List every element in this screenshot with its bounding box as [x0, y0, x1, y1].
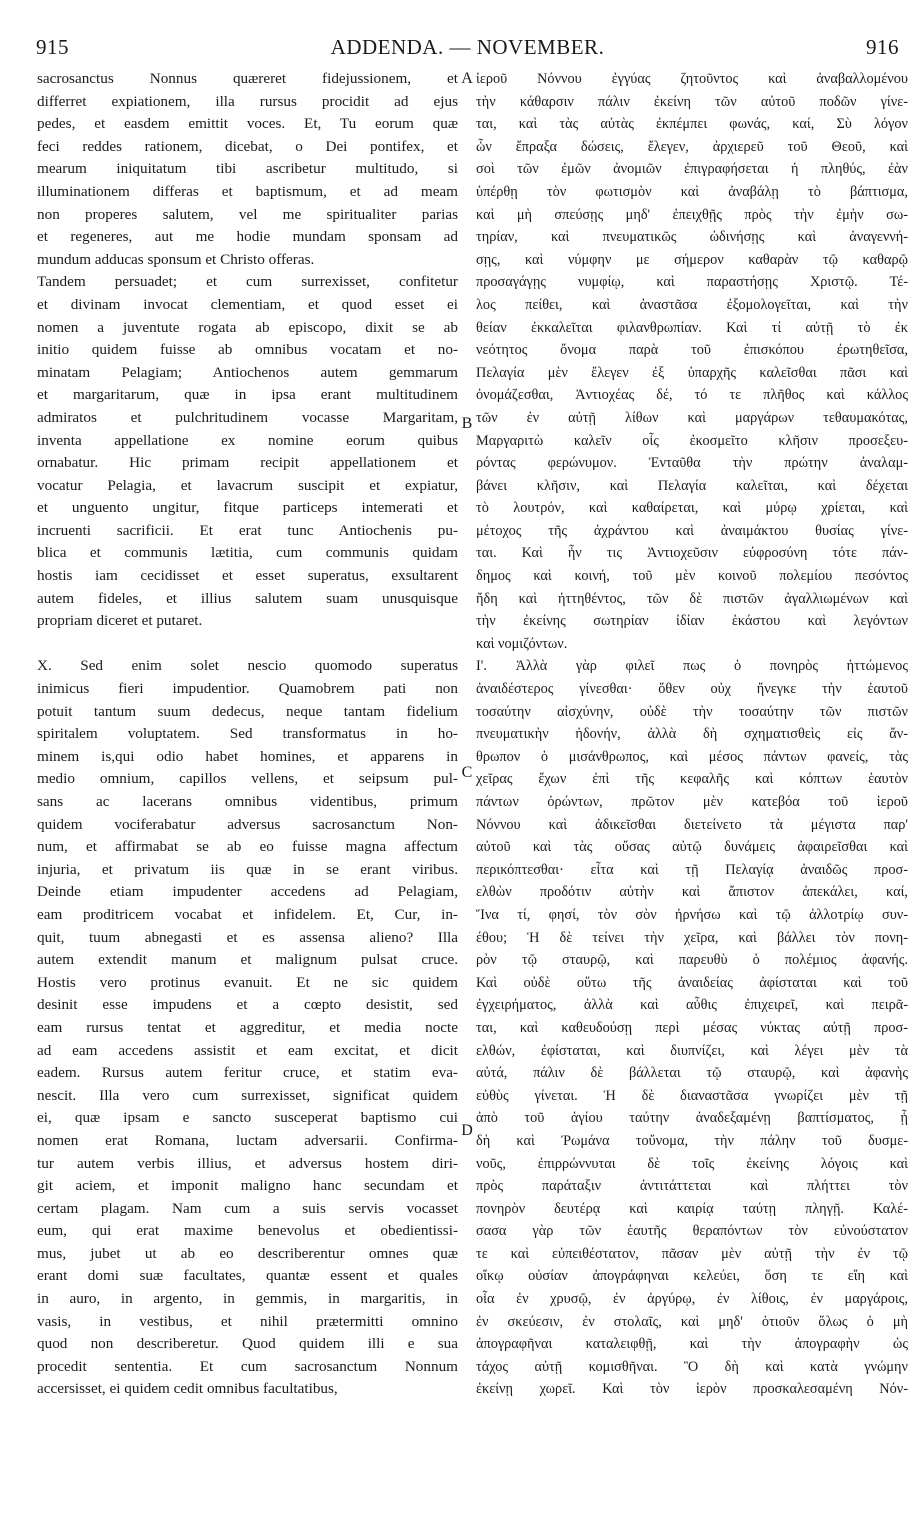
- text-line: [37, 633, 458, 656]
- text-line: spiritalem voluptatem. Sed transformatus in ho-: [37, 725, 458, 743]
- text-line: non properes salutem, vel me spiritualiter parias: [37, 205, 458, 223]
- text-line: ελθών, ἐφίσταται, καὶ διυπνίζει, καὶ λέγει μὲν τὰ: [476, 1042, 908, 1059]
- text-line: minem is,qui odio habet homines, et apparens in: [37, 747, 458, 765]
- text-line: admiratos et pulchritudinem vocasse Margaritam,: [37, 408, 458, 426]
- text-line: ornabatur. Hic primam recipit appellationem et: [37, 454, 458, 472]
- text-line: initio quidem fuisse ab omnibus vocatam et no-: [37, 341, 458, 359]
- text-line: σοὶ τῶν ἐμῶν ἀνομιῶν ἐπιγραφήσεται ἡ πληθύς, ἐὰν: [476, 161, 908, 178]
- text-line: vasis, in vestibus, et nihil prætermitti omnino: [37, 1312, 458, 1330]
- text-line: πνευματικὴν ἡδονήν, ἀλλὰ δὴ σχηματισθεὶς εἰς ἄν-: [476, 726, 908, 743]
- text-line: βάνει κλῆσιν, καὶ Πελαγία καλεῖται, καὶ δέχεται: [476, 477, 908, 494]
- margin-marker-d: D: [461, 1122, 473, 1139]
- text-line: certam plagam. Nam cum a suis servis vocasset: [37, 1199, 458, 1217]
- text-line: autem fideles, et illius salutem suam unusquisque: [37, 589, 458, 607]
- page-number-right: 916: [866, 35, 899, 59]
- margin-marker-a: A: [461, 70, 473, 87]
- text-line: ὑπέρθῃ τὸν φωτισμὸν καὶ ἀναβάλῃ τὸ βάπτισμα,: [476, 183, 908, 200]
- text-line: τῶν ἐν αὐτῇ λίθων καὶ μαργάρων τεθαυμακότας,: [476, 409, 908, 426]
- text-line: blica et communis lætitia, cum communis quidam: [37, 544, 458, 562]
- text-line: ἀπογραφῆναι καταλειφθῇ, καὶ τὴν ἀπογραφὴν ὡς: [476, 1336, 908, 1353]
- latin-column: [37, 68, 458, 1401]
- text-line: procedit sententia. Et cum sacrosanctum Nonnum: [37, 1357, 458, 1375]
- text-line: tur autem verbis illius, et adversus hostem diri-: [37, 1154, 458, 1172]
- text-line: mus, jubet ut ab eo describerentur omnes quæ: [37, 1244, 458, 1262]
- text-line: inimicus fieri impudentior. Quamobrem pati non: [37, 680, 458, 698]
- text-line: et unguento ungitur, fitque particeps intemerati et: [37, 499, 458, 517]
- text-line: Μαργαριτὼ καλεῖν οἷς ἐκοσμεῖτο κλῆσιν προσεξευ-: [476, 432, 908, 449]
- text-line: δημος καὶ κοινή, τοῦ μὲν κοινοῦ πολεμίου πεσόντος: [476, 568, 908, 585]
- text-line: incruenti sacrificii. Et erat tunc Antiochenis pu-: [37, 521, 458, 539]
- text-line: ἐν σκεύεσιν, ἐν στολαῖς, καὶ μηδ' ὁτιοῦν ὅλως ὁ μὴ: [476, 1313, 908, 1330]
- text-line: X. Sed enim solet nescio quomodo superatus: [37, 657, 458, 675]
- text-line: eum, qui erat maxime benevolus et obedientissi-: [37, 1222, 458, 1240]
- text-line: illuminationem differas et baptismum, et ad meam: [37, 182, 458, 200]
- text-line: num, et affirmabat se ab eo fuisse magna affectum: [37, 838, 458, 856]
- text-line: vocatur Pelagia, et lavacrum suscipit et expiatur,: [37, 476, 458, 494]
- text-line: προσαγάγῃς νυμφίῳ, καὶ παραστήσῃς Χριστῷ. Τέ-: [476, 274, 908, 291]
- text-line: αὐτά, πάλιν δὲ βάλλεται τῷ σταυρῷ, καὶ ἀφανὴς: [476, 1065, 908, 1082]
- text-line: ἱεροῦ Νόννου ἐγγύας ζητοῦντος καὶ ἀναβαλλομένου: [476, 71, 908, 87]
- text-line: nomen a juventute rogata ab episcopo, dixit se ab: [37, 318, 458, 336]
- text-line: quit, tuum abnegasti et es assensa alieno? Illa: [37, 928, 458, 946]
- running-title: ADDENDA. — NOVEMBER.: [330, 35, 605, 59]
- text-line: eam rursus tentat et aggreditur, et media nocte: [37, 1018, 458, 1036]
- text-line: τάχος αὐτῇ κομισθῆναι. Ὃ δὴ καὶ κατὰ γνώμην: [476, 1358, 908, 1375]
- text-line: Πελαγία μὲν ἔλεγεν ἐξ ὑπαρχῆς καλεῖσθαι πᾶσι καὶ: [476, 364, 908, 381]
- text-line: ρὸν τῷ σταυρῷ, καὶ παρευθὺ ὁ πολέμιος ἀφανής.: [476, 952, 908, 969]
- text-line: ται, καὶ τὰς αὐτὰς ἐκπέμπει φωνάς, καί, Σὺ λόγον: [476, 116, 908, 133]
- text-line: σασα γὰρ τῶν ἑαυτῆς θεραπόντων τὸν εὐνούστατον: [476, 1223, 908, 1240]
- text-line: τὴν ἐκείνης σωτηρίαν ἰδίαν ἑκάστου καὶ λεγόντων: [476, 613, 908, 630]
- text-line: τὴν κάθαρσιν πάλιν ἐκείνη τῶν αὐτοῦ ποδῶν γίνε-: [476, 93, 908, 110]
- text-line: mundum adducas sponsum et Christo offeras.: [37, 250, 315, 268]
- text-line: Νόννου καὶ ἀδικεῖσθαι διετείνετο τὰ μέγιστα παρ': [476, 816, 908, 833]
- text-line: ται, καὶ καθευδούσῃ περὶ μέσας νύκτας αὐτῇ προσ-: [476, 1019, 908, 1036]
- text-line: et regeneres, aut me hodie mundam sponsam ad: [37, 228, 458, 246]
- text-line: et margaritarum, quæ in ipsa erant multitudinem: [37, 386, 458, 404]
- text-line: ελθὼν προδότιν αὐτὴν καὶ ἄπιστον ἀπεκάλει, καί,: [476, 884, 908, 901]
- text-line: nescit. Illa vero cum surrexisset, significat quidem: [37, 1086, 458, 1104]
- text-line: ὧν ἔπραξα δώσεις, ἔλεγεν, ἀρχιερεῦ τοῦ Θεοῦ, καὶ: [476, 138, 908, 155]
- text-line: ad eam accedens assistit et eam excitat, et dicit: [37, 1041, 458, 1059]
- text-line: λος πείθει, καὶ ἀναστᾶσα ἐξομολογεῖται, καὶ τὴν: [476, 296, 908, 313]
- text-line: eam proditricem vocabat et infidelem. Et, Cur, in-: [37, 905, 458, 923]
- text-line: πονηρὸν δευτέρᾳ καὶ καιρίᾳ ταύτῃ πληγῇ. Καλέ-: [476, 1200, 908, 1217]
- text-line: feci reddes rationem, dicebat, o Dei pontifex, et: [37, 137, 458, 155]
- text-line: οἷα ἐν χρυσῷ, ἐν ἀργύρῳ, ἐν λίθοις, ἐν μαργάροις,: [476, 1291, 908, 1308]
- text-line: pedes, et easdem emittit voces. Et, Tu eorum quæ: [37, 115, 458, 133]
- text-line: git aciem, et imponit maligno hanc secundam et: [37, 1177, 458, 1195]
- text-line: autem extendit manum et malignum pulsat cruce.: [37, 951, 458, 969]
- text-line: Hostis vero protinus evanuit. Et ne sic quidem: [37, 973, 458, 991]
- text-line: ὀνομάζεσθαι, Ἀντιοχέας δέ, τό τε πλῆθος καὶ κάλλος: [476, 387, 908, 404]
- text-line: Deinde etiam impudenter accedens ad Pelagiam,: [37, 883, 458, 901]
- text-line: ρόντας φερώνυμον. Ἐνταῦθα τὴν πρώτην ἀναλαμ-: [476, 455, 908, 472]
- text-line: έθου; Ἡ δὲ τείνει τὴν χεῖρα, καὶ βάλλει τὸν πονη-: [476, 929, 908, 946]
- running-header: [36, 32, 899, 62]
- text-line: θρωπον ὁ μισάνθρωπος, καὶ μέσος πάντων φανείς, τὰς: [476, 748, 908, 765]
- text-line: ἀναιδέστερος γίνεσθαι· ὅθεν οὐχ ἤνεγκε τὴν ἑαυτοῦ: [476, 681, 908, 698]
- text-line: desinit esse impudens et a cœpto desistit, sed: [37, 996, 458, 1014]
- text-line: σῃς, καὶ νύμφην με σήμερον καθαρὰν τῷ καθαρῷ: [476, 251, 908, 268]
- text-line: ei, quæ ipsam e sancto susceperat baptismo cui: [37, 1109, 458, 1127]
- text-line: ἐκείνῃ χωρεῖ. Καὶ τὸν ἱερὸν προσκαλεσαμένη Νόν-: [476, 1381, 908, 1398]
- text-line: accersisset, ei quidem cedit omnibus facultatibus,: [37, 1380, 338, 1398]
- text-line: sans ac lacerans omnibus videntibus, primum: [37, 793, 458, 810]
- margin-marker-b: B: [461, 415, 473, 432]
- text-line: νεότητος ὄνομα παρὰ τοῦ ἐπισκόπου ἐρωτηθεῖσα,: [476, 342, 908, 359]
- text-line: νοῦς, ἐπιρρώννυται δὲ τοῖς ἐκείνης λόγοις καὶ: [476, 1155, 908, 1172]
- text-line: θείαν ἐκκαλεῖται φιλανθρωπίαν. Καὶ τί αὐτῇ τὸ ἐκ: [476, 319, 908, 336]
- text-line: eadem. Rursus autem feritur cruce, et statim eva-: [37, 1064, 458, 1082]
- text-line: τὸ λουτρόν, καὶ καθαίρεται, καὶ μύρῳ χρίεται, καὶ: [476, 500, 908, 517]
- text-line: τε καὶ εὐπειθέστατον, πᾶσαν μὲν αὐτῇ τὴν ἐν τῷ: [476, 1245, 908, 1262]
- text-line: αὐτοῦ καὶ τὰς οὔσας αὐτῷ δυνάμεις ἀφαιρεῖσθαι καὶ: [476, 839, 908, 856]
- text-line: ἐγχειρήματος, ἀλλὰ καὶ αὖθις ἐπιχειρεῖ, καὶ πειρᾶ-: [476, 997, 908, 1014]
- text-line: nomen erat Romana, luctam adversarii. Confirma-: [37, 1131, 458, 1149]
- text-line: Tandem persuadet; et cum surrexisset, confitetur: [37, 273, 458, 291]
- text-line: πρὸς παράταξιν ἀντιτάττεται καὶ πλήττει τὸν: [476, 1178, 908, 1195]
- text-line: χεῖρας ἔχων ἐπὶ τῆς κεφαλῆς καὶ κόπτων ἑαυτὸν: [476, 771, 908, 788]
- text-line: τοσαύτην αἰσχύνην, οὐδὲ τὴν τοσαύτην τῶν πιστῶν: [476, 703, 908, 720]
- text-line: potuit tantum suum dedecus, neque tantam fidelium: [37, 702, 458, 720]
- text-line: medio omnium, capillos vellens, et seipsum pul-: [37, 770, 458, 788]
- greek-column: [476, 68, 908, 1401]
- text-line: καὶ μὴ σπεύσῃς μηδ' ἐπειχθῇς πρὸς τὴν ἐμὴν σω-: [476, 206, 908, 223]
- text-line: Ι'. Ἀλλὰ γὰρ φιλεῖ πως ὁ πονηρὸς ἡττώμενος: [476, 658, 908, 675]
- text-line: quod non describeretur. Quod quidem illi e sua: [37, 1335, 458, 1353]
- page-number-left: 915: [36, 35, 69, 59]
- text-line: πάντων ὁρώντων, πρῶτον μὲν κατεβόα τοῦ ἱεροῦ: [476, 794, 908, 810]
- margin-marker-c: C: [461, 764, 473, 781]
- text-line: hostis iam cecidisset et esset superatus, exsultarent: [37, 567, 458, 585]
- text-line: injuria, et privatum iis quæ in se erant viribus.: [37, 860, 458, 878]
- text-line: ἀπὸ τοῦ ἁγίου ταύτην ἀναδεξαμένῃ βαπτίσματος, ᾗ: [476, 1110, 908, 1127]
- text-line: propriam diceret et putaret.: [37, 612, 203, 630]
- text-line: τηρίαν, καὶ πνευματικῶς ὠδινήσῃς καὶ ἀναγεννή-: [476, 229, 908, 246]
- text-line: mearum iniquitatum tibi ascribetur multitudo, si: [37, 160, 458, 178]
- text-line: εὐθὺς γίνεται. Ἡ δὲ διαναστᾶσα γνωρίζει μὲν τῇ: [476, 1087, 908, 1104]
- text-line: δὴ καὶ Ῥωμάνα τοὔνομα, τὴν πάλην τοῦ δυσμε-: [476, 1132, 908, 1149]
- text-line: Ἵνα τί, φησί, τὸν σὸν ἠρνήσω καὶ τῷ ἀλλοτρίῳ συν-: [476, 906, 908, 923]
- text-line: minatam Pelagiam; Antiochenos autem gemmarum: [37, 363, 458, 381]
- text-line: et divinam invocat clementiam, et quod esset ei: [37, 295, 458, 313]
- text-line: ἤδη καὶ ἡττηθέντος, τῶν δὲ πιστῶν ἀγαλλιωμένων καὶ: [476, 590, 908, 607]
- text-line: differret expiationem, illa rursus procidit ad ejus: [37, 92, 458, 110]
- text-line: Καὶ οὐδὲ οὕτω τῆς ἀναιδείας ἀφίσταται καὶ τοῦ: [476, 974, 908, 991]
- text-line: inventa appellatione ex nomine eorum quibus: [37, 431, 458, 449]
- text-line: in auro, in argento, in gemmis, in margaritis, in: [37, 1290, 458, 1308]
- text-line: sacrosanctus Nonnus quæreret fidejussionem, et: [37, 70, 458, 87]
- text-line: καὶ νομιζόντων.: [476, 635, 568, 652]
- text-line: μέτοχος τῆς ἀχράντου καὶ ἀναιμάκτου θυσίας γίνε-: [476, 522, 908, 539]
- text-line: quidem vociferabatur adversus sacrosanctum Non-: [37, 815, 458, 833]
- text-line: περικόπτεσθαι· εἶτα καὶ τῇ Πελαγίᾳ ἀναιδῶς προσ-: [476, 861, 908, 878]
- text-line: erant domi suæ facultates, quantæ essent et quales: [37, 1267, 458, 1285]
- text-line: ται. Καὶ ἦν τις Ἀντιοχεῦσιν εὐφροσύνη τότε πάν-: [476, 545, 908, 562]
- text-line: οἴκῳ οὐσίαν ἀπογράφηναι κελεύει, ὅση τε εἴη καὶ: [476, 1268, 908, 1285]
